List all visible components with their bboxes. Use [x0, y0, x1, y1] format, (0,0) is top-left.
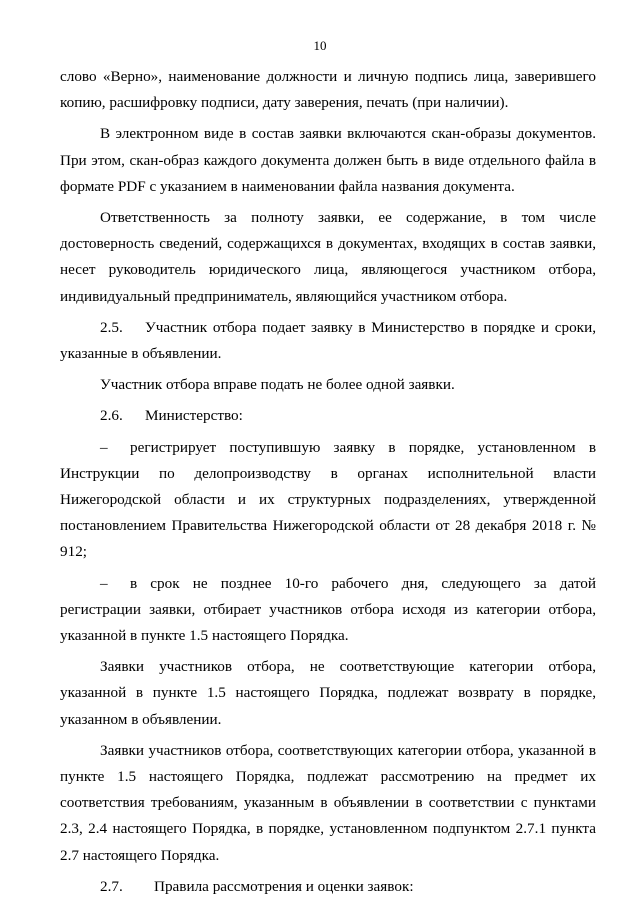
page-number: 10	[313, 38, 327, 53]
list-item-text: в срок не позднее 10-го рабочего дня, следующего за датой регистрации заявки, отбирает участников отбора исходя из категории отбора, указанной в пункте 1.5 настоящего Порядка.	[60, 574, 596, 645]
clause-text: Министерство:	[145, 407, 243, 425]
list-dash: –	[100, 574, 108, 592]
list-dash: –	[100, 438, 108, 456]
paragraph-1: слово «Верно», наименование должности и личную подпись лица, заверившего копию, расшифровку подписи, дату заверения, печать (при наличии).	[60, 68, 596, 112]
clause-number: 2.6.	[100, 407, 123, 425]
document-body	[60, 64, 596, 905]
paragraph-2: В электронном виде в состав заявки включаются скан-образы документов. При этом, скан-образ каждого документа должен быть в виде отдельного файла в формате PDF с указанием в наименовании файла названия документа.	[60, 125, 596, 195]
clause-text: Участник отбора подает заявку в Министерство в порядке и сроки, указанные в объявлении.	[60, 318, 596, 363]
list-item-registration	[60, 435, 596, 566]
clause-number: 2.7.	[100, 877, 123, 895]
clause-text: Правила рассмотрения и оценки заявок:	[154, 877, 414, 895]
list-item-text: регистрирует поступившую заявку в порядке, установленном в Инструкции по делопроизводству в органах исполнительной власти Нижегородской области и их структурных подразделениях, утвержденной постановлением Правительства Нижегородской области от 28 декабря 2018 г. № 912;	[60, 438, 596, 561]
paragraph-9: Заявки участников отбора, не соответствующие категории отбора, указанной в пункте 1.5 настоящего Порядка, подлежат возврату в порядке, указанном в объявлении.	[60, 658, 596, 728]
clause-number: 2.5.	[100, 318, 123, 336]
clause-2-7	[60, 874, 596, 900]
clause-2-6	[60, 403, 596, 429]
paragraph-10: Заявки участников отбора, соответствующих категории отбора, указанной в пункте 1.5 настоящего Порядка, подлежат рассмотрению на предмет их соответствия требованиям, указанным в объявлении в соответствии с пунктами 2.3, 2.4 настоящего Порядка, в порядке, установленном подпунктом 2.7.1 пункта 2.7 настоящего Порядка.	[60, 741, 596, 864]
paragraph-5: Участник отбора вправе подать не более одной заявки.	[100, 376, 455, 394]
paragraph-3: Ответственность за полноту заявки, ее содержание, в том числе достоверность сведений, содержащихся в документах, входящих в состав заявки, несет руководитель юридического лица, являющегося участником отбора, индивидуальный предприниматель, являющийся участником отбора.	[60, 209, 596, 305]
list-item-selection	[60, 571, 596, 650]
clause-2-5	[60, 315, 596, 367]
